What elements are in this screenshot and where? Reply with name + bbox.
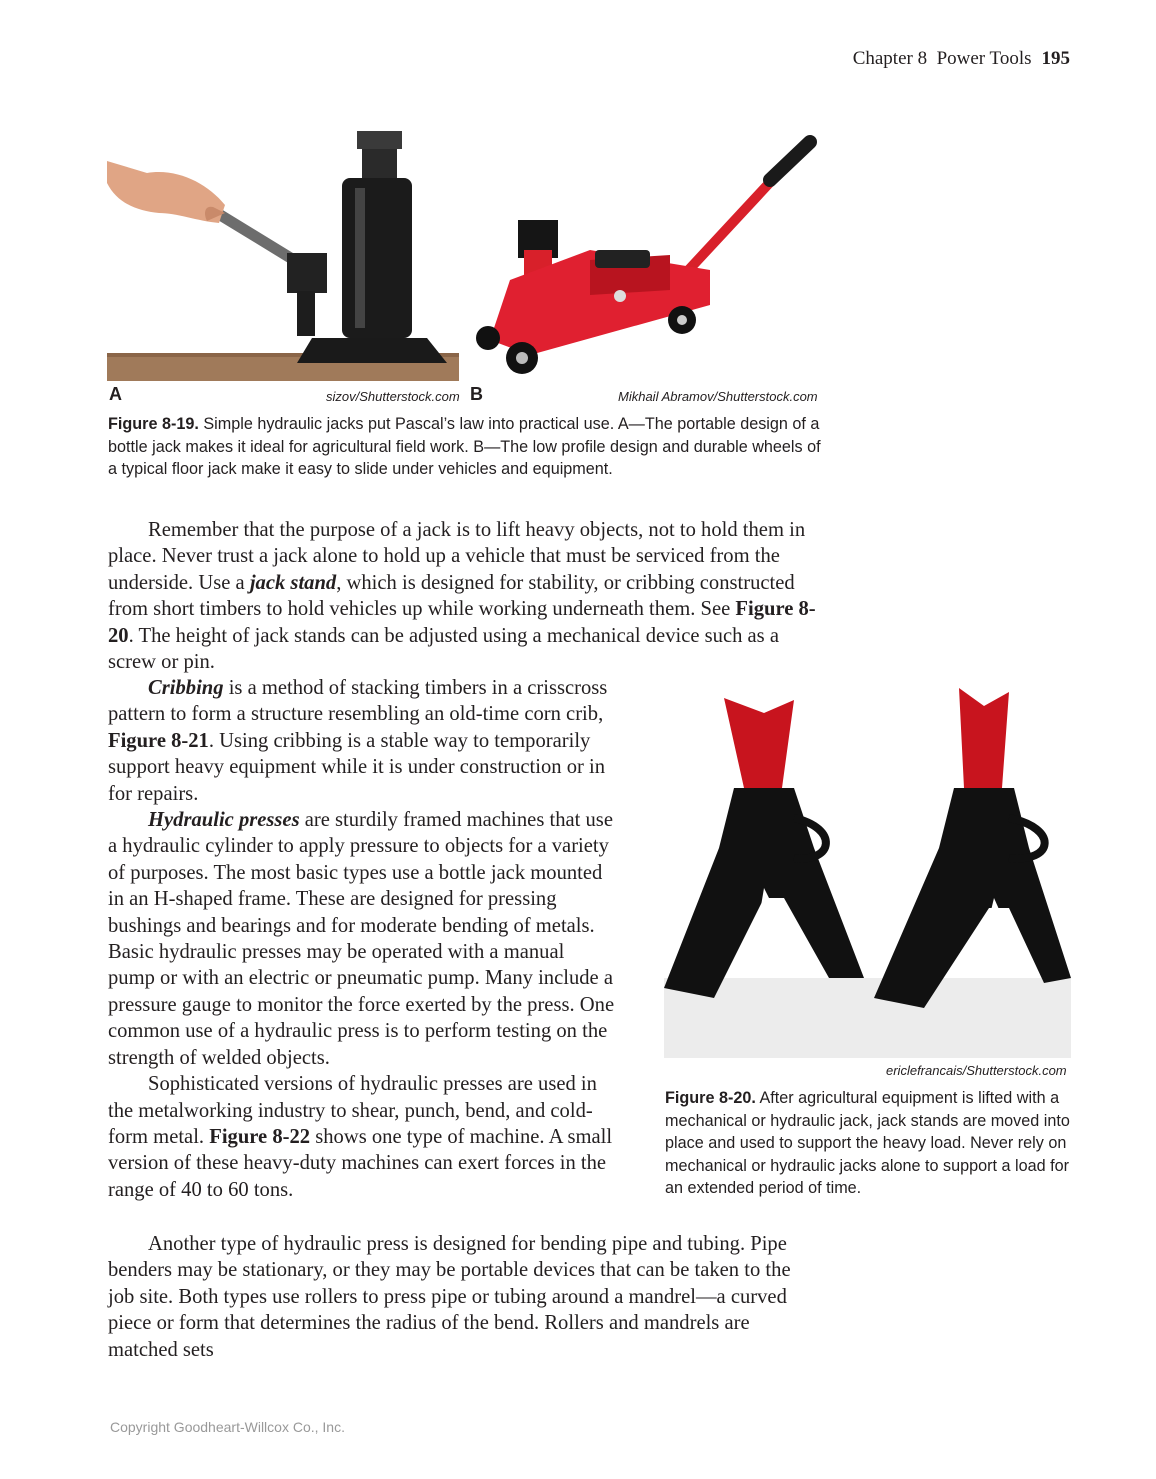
ref-figure-8-21: Figure 8-21	[108, 729, 209, 752]
ref-figure-8-20: Figure 8-20	[108, 598, 816, 647]
figure-19-caption	[108, 413, 826, 481]
figure-20-caption-label: Figure 8-20.	[665, 1089, 756, 1107]
figure-19-credit-a: sizov/Shutterstock.com	[326, 389, 460, 404]
floor-jack-photo	[470, 120, 820, 381]
term-cribbing: Cribbing	[148, 677, 224, 699]
running-header	[853, 48, 1070, 70]
chapter-title: Chapter 8 Power Tools	[852, 48, 1032, 69]
ref-figure-8-22: Figure 8-22	[209, 1125, 311, 1148]
term-jack-stand: jack stand	[249, 571, 337, 594]
p1-text-b: , which is designed for stability, or cribbing constructed from short timbers to hold vehicles up while working underneath them. See	[108, 571, 795, 621]
figure-20-caption	[665, 1087, 1077, 1200]
p5-text: Another type of hydraulic press is designed for bending pipe and tubing. Pipe benders may be stationary, or they may be portable devices that can be taken to the job site. Both types use rollers to press pipe or tubing around a mandrel—a curved piece or form that determines the radius of the bend. Rollers and mandrels are matched sets	[108, 1233, 791, 1361]
p1-text-a: Remember that the purpose of a jack is to lift heavy objects, not to hold them in place. Never trust a jack alone to hold up a vehicle that must be serviced from the underside. Use a	[108, 519, 806, 594]
page-number: 195	[1041, 48, 1070, 69]
copyright-footer: Copyright Goodheart-Willcox Co., Inc.	[110, 1419, 345, 1435]
body-paragraph-5	[108, 1231, 798, 1363]
p2-text-a: is a method of stacking timbers in a crisscross pattern to form a structure resembling an old-time corn crib,	[108, 677, 608, 726]
term-hydraulic-presses: Hydraulic presses	[148, 809, 300, 832]
p4-text-a: Sophisticated versions of hydraulic presses are used in the metalworking industry to shear, punch, bend, and cold-form metal.	[108, 1073, 597, 1148]
figure-19-credit-b: Mikhail Abramov/Shutterstock.com	[618, 389, 818, 404]
jack-stands-photo	[664, 678, 1071, 1058]
p4-text-b: shows one type of machine. A small version of these heavy-duty machines can exert forces in the range of 40 to 60 tons.	[108, 1125, 613, 1201]
figure-19-caption-label: Figure 8-19.	[108, 415, 199, 433]
figure-19-letter-b: B	[470, 384, 483, 404]
p2-text-b: . Using cribbing is a stable way to temporarily support heavy equipment while it is under construction or in for repairs.	[108, 729, 606, 805]
p3-text: are sturdily framed machines that use a hydraulic cylinder to apply pressure to objects for a variety of purposes. The most basic types use a bottle jack mounted in an H-shaped frame. These are designed for pressing bushings and bearings and for moderate bending of metals. Basic hydraulic presses may be operated with a manual pump or with an electric or pneumatic pump. Many include a pressure gauge to monitor the force exerted by the press. One common use of a hydraulic press is to perform testing on the strength of welded objects.	[108, 809, 615, 1069]
figure-19-caption-text: Simple hydraulic jacks put Pascal’s law into practical use. A—The portable design of a bottle jack makes it ideal for agricultural field work. B—The low profile design and durable wheels of a typical floor jack make it easy to slide under vehicles and equipment.	[108, 415, 821, 479]
body-paragraph-2	[108, 675, 616, 807]
figure-20-credit: ericlefrancais/Shutterstock.com	[886, 1063, 1067, 1078]
figure-19-letter-a: A	[109, 384, 122, 404]
body-column	[108, 675, 616, 1203]
body-paragraph-1	[108, 517, 824, 675]
bottle-jack-photo	[107, 113, 459, 381]
body-paragraph-3	[108, 807, 616, 1071]
figure-20-caption-text: After agricultural equipment is lifted with a mechanical or hydraulic jack, jack stands are moved into place and used to support the heavy load. Never rely on mechanical or hydraulic jacks alone to support a load for an extended period of time.	[665, 1089, 1070, 1198]
p1-text-c: . The height of jack stands can be adjusted using a mechanical device such as a screw or pin.	[108, 624, 779, 674]
body-paragraph-4	[108, 1071, 616, 1203]
